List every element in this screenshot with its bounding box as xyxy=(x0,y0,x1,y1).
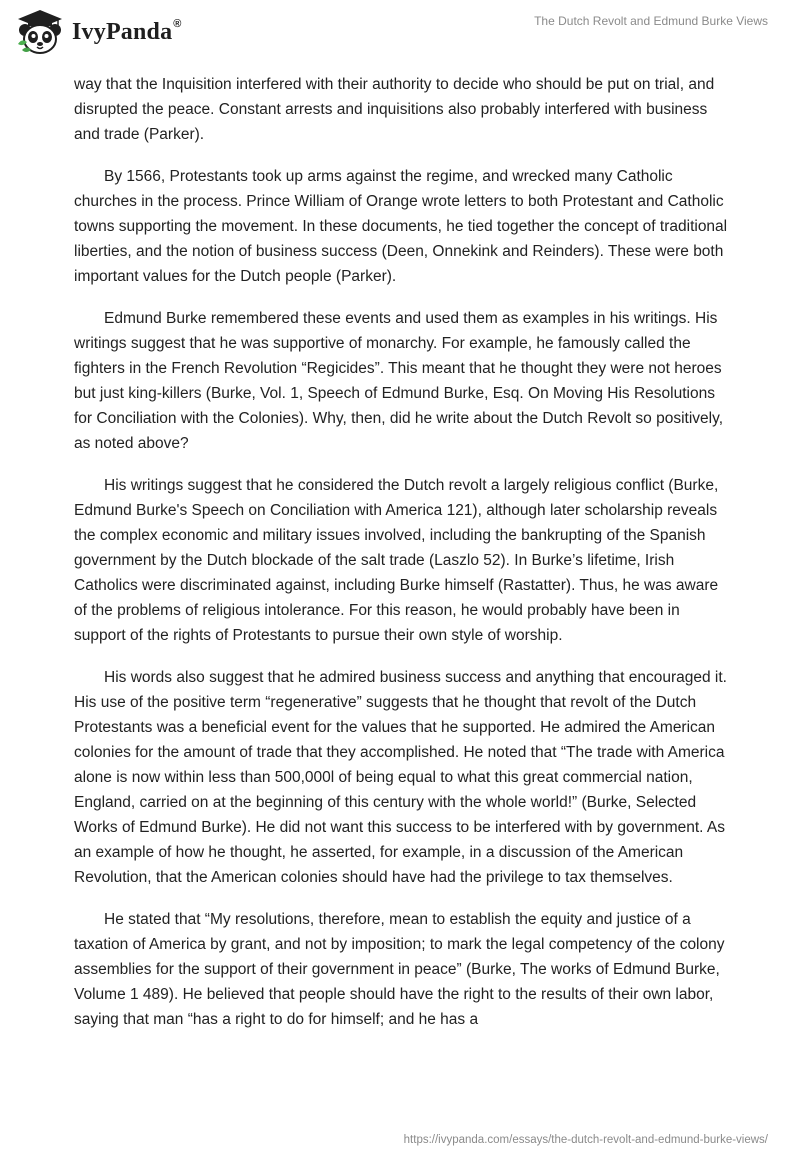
brand-name: IvyPanda® xyxy=(72,18,182,45)
ivypanda-logo[interactable] xyxy=(14,8,182,56)
panda-mascot-icon xyxy=(14,8,66,56)
document-title: The Dutch Revolt and Edmund Burke Views xyxy=(534,14,768,28)
paragraph: By 1566, Protestants took up arms against the regime, and wrecked many Catholic churches in the process. Prince William of Orange wrote letters to both Protestant and Catholic towns supporting the movement. In these documents, he tied together the concept of traditional liberties, and the notion of business success (Deen, Onnekink and Reinders). These were both important values for the Dutch people (Parker). xyxy=(74,168,728,285)
source-url[interactable]: https://ivypanda.com/essays/the-dutch-revolt-and-edmund-burke-views/ xyxy=(403,1134,768,1146)
page-header xyxy=(0,0,800,66)
paragraph: way that the Inquisition interfered with their authority to decide who should be put on trial, and disrupted the peace. Constant arrests and inquisitions also probably interfered with business and trade (Parker). xyxy=(74,76,715,143)
paragraph: He stated that “My resolutions, therefore, mean to establish the equity and justice of a taxation of America by grant, and not by imposition; to mark the legal competency of the colony assemblies for the support of their government in peace” (Burke, The works of Edmund Burke, Volume 1 489). He believed that people should have the right to the results of their own labor, saying that man “has a right to do for himself; and he has a xyxy=(74,911,725,1028)
paragraph: His words also suggest that he admired business success and anything that encouraged it. His use of the positive term “regenerative” suggests that he thought that revolt of the Dutch Protestants was a beneficial event for the values that he supported. He admired the American colonies for the amount of trade that they accomplished. He noted that “The trade with America alone is now within less than 500,000l of being equal to what this great commercial nation, England, carried on at the beginning of this century with the whole world!” (Burke, Selected Works of Edmund Burke). He did not want this success to be interfered with by government. As an example of how he thought, he asserted, for example, in a discussion of the American Revolution, that the American colonies should have had the privilege to tax themselves. xyxy=(74,669,727,886)
paragraph: His writings suggest that he considered the Dutch revolt a largely religious conflict (Burke, Edmund Burke's Speech on Conciliation with America 121), although later scholarship reveals the complex economic and military issues involved, including the bankrupting of the Spanish government by the Dutch blockade of the salt trade (Laszlo 52). In Burke’s lifetime, Irish Catholics were discriminated against, including Burke himself (Rastatter). Thus, he was aware of the problems of religious intolerance. For this reason, he would probably have been in support of the rights of Protestants to pursue their own style of worship. xyxy=(74,477,719,644)
paragraph: Edmund Burke remembered these events and used them as examples in his writings. His writings suggest that he was supportive of monarchy. For example, he famously called the fighters in the French Revolution “Regicides”. This meant that he thought they were not heroes but just king-killers (Burke, Vol. 1, Speech of Edmund Burke, Esq. On Moving His Resolutions for Conciliation with the Colonies). Why, then, did he write about the Dutch Revolt so positively, as noted above? xyxy=(74,310,724,452)
essay-body xyxy=(74,72,730,1049)
